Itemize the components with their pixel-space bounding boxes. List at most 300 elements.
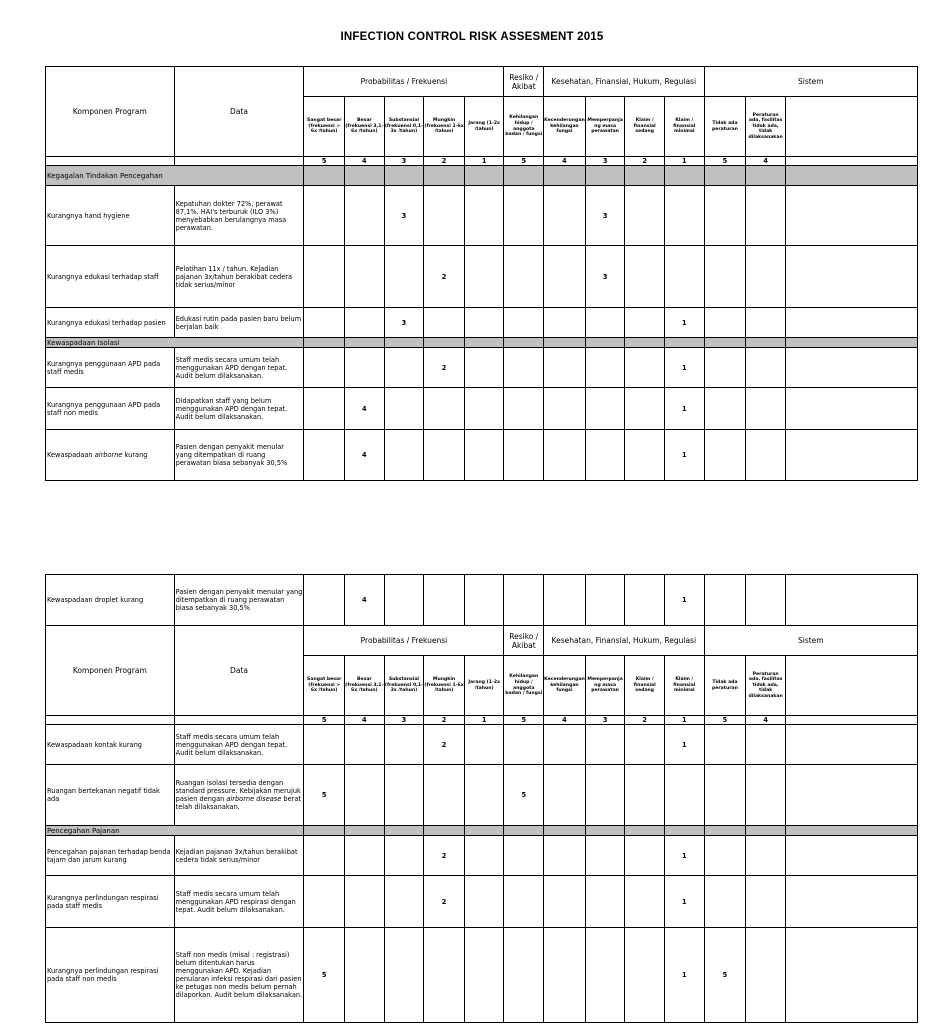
probabilitas-subheader: Jarang (1-2x /tahun) [464, 97, 504, 157]
score-cell [746, 876, 786, 928]
score-label: 2 [625, 716, 665, 725]
score-cell [704, 725, 746, 765]
data-header: Data [174, 67, 304, 157]
score-cell [785, 388, 917, 430]
section-filler [424, 826, 465, 836]
score-cell [746, 308, 786, 338]
section-filler [345, 166, 385, 186]
section-title: Kewaspadaan Isolasi [46, 338, 304, 348]
score-cell: 3 [384, 308, 424, 338]
score-cell [704, 308, 746, 338]
score-cell [345, 765, 385, 826]
score-label: 1 [464, 716, 504, 725]
score-cell [304, 430, 345, 481]
score-cell [625, 876, 665, 928]
section-filler [464, 166, 504, 186]
score-cell [625, 928, 665, 1023]
score-cell [464, 876, 504, 928]
section-filler [544, 166, 586, 186]
kesehatan-header: Kesehatan, Finansial, Hukum, Regulasi [544, 67, 705, 97]
score-label: 1 [664, 716, 704, 725]
score-cell [544, 575, 586, 626]
score-cell [384, 388, 424, 430]
kesehatan-subheader: Klaim / finansial minimal [664, 97, 704, 157]
score-cell [345, 186, 385, 246]
score-cell [304, 575, 345, 626]
score-cell [585, 348, 625, 388]
table-row [46, 928, 918, 1023]
score-label: 4 [544, 157, 586, 166]
score-cell [504, 575, 544, 626]
section-filler [504, 166, 544, 186]
sistem-subheader-empty [785, 97, 917, 157]
data-header: Data [174, 626, 304, 716]
score-cell [304, 308, 345, 338]
probabilitas-subheader: Substansial (frekuensi 0,1-3x /tahun) [384, 656, 424, 716]
score-cell [544, 348, 586, 388]
score-cell [345, 876, 385, 928]
score-cell [625, 575, 665, 626]
score-cell [544, 430, 586, 481]
probabilitas-subheader: Sangat besar (frekuensi > 6x /tahun) [304, 97, 345, 157]
score-cell [384, 430, 424, 481]
score-cell [384, 246, 424, 308]
score-cell [384, 928, 424, 1023]
score-cell [544, 186, 586, 246]
score-row-blank [46, 157, 175, 166]
score-cell [704, 836, 746, 876]
score-cell [704, 186, 746, 246]
score-cell [625, 186, 665, 246]
komponen-cell [46, 430, 175, 481]
resiko-header: Resiko / Akibat [504, 67, 544, 97]
section-filler [504, 826, 544, 836]
score-cell [785, 430, 917, 481]
kesehatan-subheader: Memperpanjang masa perawatan [585, 656, 625, 716]
score-cell [746, 388, 786, 430]
probabilitas-subheader: Mungkin (frekuensi 1-6x /tahun) [424, 97, 465, 157]
score-cell [504, 246, 544, 308]
page-title: INFECTION CONTROL RISK ASSESMENT 2015 [340, 31, 604, 43]
table-row [46, 388, 918, 430]
score-cell [704, 430, 746, 481]
komponen-cell: Kurangnya perlindungan respirasi pada staff non medis [46, 928, 175, 1023]
data-cell: Edukasi rutin pada pasien baru belum berjalan baik [174, 308, 304, 338]
section-filler [585, 826, 625, 836]
section-filler [746, 166, 786, 186]
komponen-cell: Ruangan bertekanan negatif tidak ada [46, 765, 175, 826]
section-filler [424, 338, 465, 348]
score-cell [625, 430, 665, 481]
score-cell [585, 308, 625, 338]
score-cell [304, 388, 345, 430]
score-cell [664, 246, 704, 308]
score-cell [785, 186, 917, 246]
score-cell [304, 725, 345, 765]
score-cell: 4 [345, 430, 385, 481]
sistem-subheader: Peraturan ada, fasilitas tidak ada, tidak dilaksanakan [746, 656, 786, 716]
probabilitas-subheader: Besar (frekuensi 3,1-6x /tahun) [345, 656, 385, 716]
score-cell [664, 186, 704, 246]
score-cell [345, 348, 385, 388]
resiko-subheader: Kehilangan hidup / anggota badan / fungsi [504, 656, 544, 716]
data-cell: Pelatihan 11x / tahun. Kejadian pajanan 3x/tahun berakibat cedera tidak serius/minor [174, 246, 304, 308]
section-filler [785, 826, 917, 836]
score-cell [625, 246, 665, 308]
score-row-blank [46, 716, 175, 725]
score-label: 3 [384, 157, 424, 166]
section-filler [625, 338, 665, 348]
komponen-cell: Kurangnya edukasi terhadap staff [46, 246, 175, 308]
score-cell [424, 430, 465, 481]
data-cell: Kejadian pajanan 3x/tahun berakibat cedera tidak serius/minor [174, 836, 304, 876]
score-cell [504, 836, 544, 876]
risk-table-2-container [45, 574, 824, 1024]
score-cell [625, 836, 665, 876]
data-cell: Pasien dengan penyakit menular yang ditempatkan di ruang perawatan biasa sebanyak 30,5% [174, 575, 304, 626]
probabilitas-subheader: Besar (frekuensi 3,1-6x /tahun) [345, 97, 385, 157]
risk-table-1-container [45, 66, 824, 476]
score-cell [544, 876, 586, 928]
score-cell: 1 [664, 430, 704, 481]
score-cell [585, 876, 625, 928]
score-cell [785, 836, 917, 876]
score-cell [625, 348, 665, 388]
score-cell: 1 [664, 928, 704, 1023]
score-label: 2 [424, 157, 465, 166]
score-cell [464, 308, 504, 338]
score-cell [746, 430, 786, 481]
score-cell [304, 246, 345, 308]
score-cell [304, 836, 345, 876]
score-label: 1 [664, 157, 704, 166]
resiko-header: Resiko / Akibat [504, 626, 544, 656]
score-cell [424, 186, 465, 246]
section-filler [345, 826, 385, 836]
section-filler [746, 826, 786, 836]
table-row [46, 430, 918, 481]
section-filler [464, 338, 504, 348]
komponen-cell: Kurangnya penggunaan APD pada staff medis [46, 348, 175, 388]
score-cell [746, 348, 786, 388]
score-cell [704, 765, 746, 826]
score-label: 1 [464, 157, 504, 166]
score-cell [464, 186, 504, 246]
section-filler [304, 338, 345, 348]
score-label: 5 [304, 716, 345, 725]
table-row [46, 876, 918, 928]
score-cell [304, 876, 345, 928]
score-label: 4 [345, 716, 385, 725]
table-row [46, 308, 918, 338]
sistem-header: Sistem [704, 626, 917, 656]
score-row-blank [785, 157, 917, 166]
score-cell [424, 388, 465, 430]
score-cell: 5 [304, 928, 345, 1023]
score-cell [785, 765, 917, 826]
section-filler [384, 166, 424, 186]
score-cell [504, 388, 544, 430]
score-cell [785, 725, 917, 765]
score-cell: 4 [345, 575, 385, 626]
score-cell: 1 [664, 388, 704, 430]
kesehatan-subheader: Memperpanjang masa perawatan [585, 97, 625, 157]
score-row-blank [785, 716, 917, 725]
score-label: 5 [504, 716, 544, 725]
score-cell [585, 575, 625, 626]
score-cell [746, 765, 786, 826]
score-cell: 2 [424, 348, 465, 388]
section-filler [544, 826, 586, 836]
komponen-program-header: Komponen Program [46, 626, 175, 716]
section-filler [625, 166, 665, 186]
table-row [46, 575, 918, 626]
score-cell [504, 725, 544, 765]
score-cell [504, 928, 544, 1023]
score-label: 4 [345, 157, 385, 166]
section-filler [544, 338, 586, 348]
score-cell [585, 430, 625, 481]
data-cell: Pasien dengan penyakit menular yang ditempatkan di ruang perawatan biasa sebanyak 30,5% [174, 430, 304, 481]
probabilitas-subheader: Substansial (frekuensi 0,1-3x /tahun) [384, 97, 424, 157]
score-cell [664, 765, 704, 826]
section-filler [585, 338, 625, 348]
probabilitas-subheader: Sangat besar (frekuensi > 6x /tahun) [304, 656, 345, 716]
score-cell [785, 246, 917, 308]
komponen-cell: Kurangnya edukasi terhadap pasien [46, 308, 175, 338]
section-filler [384, 826, 424, 836]
table-row [46, 246, 918, 308]
risk-table-1 [45, 66, 918, 481]
sistem-subheader: Tidak ada peraturan [704, 97, 746, 157]
section-filler [785, 166, 917, 186]
score-cell: 1 [664, 575, 704, 626]
probabilitas-subheader: Jarang (1-2x /tahun) [464, 656, 504, 716]
score-cell [544, 928, 586, 1023]
komponen-italic: airborne [94, 451, 123, 459]
table-row [46, 765, 918, 826]
score-cell [304, 348, 345, 388]
score-cell [785, 575, 917, 626]
score-label: 5 [504, 157, 544, 166]
section-filler [664, 826, 704, 836]
sistem-subheader: Tidak ada peraturan [704, 656, 746, 716]
score-cell: 1 [664, 308, 704, 338]
risk-table-2 [45, 574, 918, 1023]
data-cell: Staff medis secara umum telah menggunakan APD respirasi dengan tepat. Audit belum dilaksanakan. [174, 876, 304, 928]
table-row [46, 725, 918, 765]
komponen-cell: Kurangnya hand hygiene [46, 186, 175, 246]
score-cell [504, 876, 544, 928]
section-filler [504, 338, 544, 348]
komponen-cell: Kewaspadaan kontak kurang [46, 725, 175, 765]
kesehatan-subheader: Kecenderungan kehilangan fungsi [544, 656, 586, 716]
score-cell: 2 [424, 836, 465, 876]
probabilitas-header: Probabilitas / Frekuensi [304, 67, 504, 97]
score-label: 2 [625, 157, 665, 166]
komponen-text: kurang [122, 451, 148, 459]
score-cell: 5 [304, 765, 345, 826]
score-cell [544, 246, 586, 308]
sistem-subheader-empty [785, 656, 917, 716]
score-cell [704, 348, 746, 388]
score-cell: 1 [664, 348, 704, 388]
score-cell [746, 186, 786, 246]
score-cell [544, 388, 586, 430]
section-title: Kegagalan Tindakan Pencegahan [46, 166, 304, 186]
score-cell [704, 388, 746, 430]
score-cell [785, 876, 917, 928]
score-cell [464, 836, 504, 876]
section-filler [424, 166, 465, 186]
score-cell [504, 348, 544, 388]
kesehatan-subheader: Klaim / finansial sedang [625, 656, 665, 716]
sistem-subheader: Peraturan ada, fasilitas tidak ada, tidak dilaksanakan [746, 97, 786, 157]
score-cell [504, 308, 544, 338]
score-cell [345, 246, 385, 308]
score-row-blank [174, 716, 304, 725]
score-cell [384, 876, 424, 928]
score-cell [585, 928, 625, 1023]
score-cell [704, 246, 746, 308]
score-cell [585, 836, 625, 876]
komponen-cell: Pencegahan pajanan terhadap benda tajam dan jarum kurang [46, 836, 175, 876]
score-cell [345, 836, 385, 876]
komponen-cell: Kewaspadaan droplet kurang [46, 575, 175, 626]
score-cell: 5 [504, 765, 544, 826]
score-cell: 2 [424, 246, 465, 308]
score-cell [384, 725, 424, 765]
score-cell: 1 [664, 876, 704, 928]
score-cell [464, 388, 504, 430]
score-cell [544, 308, 586, 338]
score-label: 3 [585, 716, 625, 725]
score-label: 4 [544, 716, 586, 725]
score-cell [704, 876, 746, 928]
score-cell [585, 725, 625, 765]
score-cell [625, 308, 665, 338]
score-cell [424, 308, 465, 338]
section-filler [464, 826, 504, 836]
score-cell [424, 765, 465, 826]
score-cell [304, 186, 345, 246]
score-cell: 3 [384, 186, 424, 246]
data-text: berat telah dilaksanakan. [175, 795, 301, 811]
kesehatan-subheader: Klaim / finansial sedang [625, 97, 665, 157]
score-label: 3 [384, 716, 424, 725]
section-filler [746, 338, 786, 348]
score-cell: 3 [585, 186, 625, 246]
probabilitas-header: Probabilitas / Frekuensi [304, 626, 504, 656]
score-cell [785, 308, 917, 338]
section-filler [304, 826, 345, 836]
score-cell [345, 928, 385, 1023]
score-cell [544, 836, 586, 876]
resiko-subheader: Kehilangan hidup / anggota badan / fungsi [504, 97, 544, 157]
score-cell [585, 765, 625, 826]
kesehatan-subheader: Kecenderungan kehilangan fungsi [544, 97, 586, 157]
score-cell [746, 836, 786, 876]
score-label: 5 [704, 157, 746, 166]
table-row [46, 186, 918, 246]
score-cell: 1 [664, 836, 704, 876]
kesehatan-subheader: Klaim / finansial minimal [664, 656, 704, 716]
score-cell [746, 575, 786, 626]
section-filler [704, 338, 746, 348]
score-cell [625, 725, 665, 765]
score-cell [785, 348, 917, 388]
score-cell [746, 725, 786, 765]
score-cell [544, 725, 586, 765]
data-text: Ruangan isolasi tersedia dengan standard pressure. Kebijakan merujuk pasien dengan [175, 779, 301, 803]
score-cell: 4 [345, 388, 385, 430]
data-italic: airborne disease [226, 795, 282, 803]
score-cell [464, 765, 504, 826]
section-filler [304, 166, 345, 186]
section-filler [664, 166, 704, 186]
score-cell [544, 765, 586, 826]
probabilitas-subheader: Mungkin (frekuensi 1-6x /tahun) [424, 656, 465, 716]
section-filler [384, 338, 424, 348]
score-label: 3 [585, 157, 625, 166]
score-cell [504, 186, 544, 246]
data-cell: Staff medis secara umum telah menggunakan APD dengan tepat. Audit belum dilaksanakan. [174, 725, 304, 765]
data-cell: Kepatuhan dokter 72%, perawat 87,1%. HAI's terburuk (ILO 3%) menyebabkan berulangnya masa perawatan. [174, 186, 304, 246]
section-filler [785, 338, 917, 348]
score-cell [585, 388, 625, 430]
komponen-cell: Kurangnya perlindungan respirasi pada staff medis [46, 876, 175, 928]
data-cell [174, 765, 304, 826]
score-cell: 2 [424, 725, 465, 765]
section-filler [664, 338, 704, 348]
score-cell [625, 388, 665, 430]
score-cell [746, 928, 786, 1023]
komponen-program-header: Komponen Program [46, 67, 175, 157]
score-label: 4 [746, 716, 786, 725]
section-filler [625, 826, 665, 836]
komponen-cell: Kurangnya penggunaan APD pada staff non medis [46, 388, 175, 430]
score-cell: 2 [424, 876, 465, 928]
data-cell: Staff medis secara umum telah menggunakan APD dengan tepat. Audit belum dilaksanakan. [174, 348, 304, 388]
score-cell [464, 348, 504, 388]
kesehatan-header: Kesehatan, Finansial, Hukum, Regulasi [544, 626, 705, 656]
score-cell [464, 246, 504, 308]
sistem-header: Sistem [704, 67, 917, 97]
score-cell [345, 725, 385, 765]
score-cell [384, 575, 424, 626]
section-filler [704, 166, 746, 186]
score-cell [785, 928, 917, 1023]
section-filler [585, 166, 625, 186]
score-cell [746, 246, 786, 308]
score-cell [704, 575, 746, 626]
data-cell: Didapatkan staff yang belum menggunakan APD dengan tepat. Audit belum dilaksanakan. [174, 388, 304, 430]
score-cell [424, 575, 465, 626]
section-filler [345, 338, 385, 348]
score-label: 5 [704, 716, 746, 725]
komponen-text: Kewaspadaan [47, 451, 95, 459]
table-row [46, 836, 918, 876]
score-label: 4 [746, 157, 786, 166]
score-cell: 3 [585, 246, 625, 308]
score-cell [464, 430, 504, 481]
score-cell [384, 348, 424, 388]
score-cell [625, 765, 665, 826]
section-filler [704, 826, 746, 836]
score-cell [384, 836, 424, 876]
score-cell [345, 308, 385, 338]
section-title: Pencegahan Pajanan [46, 826, 304, 836]
